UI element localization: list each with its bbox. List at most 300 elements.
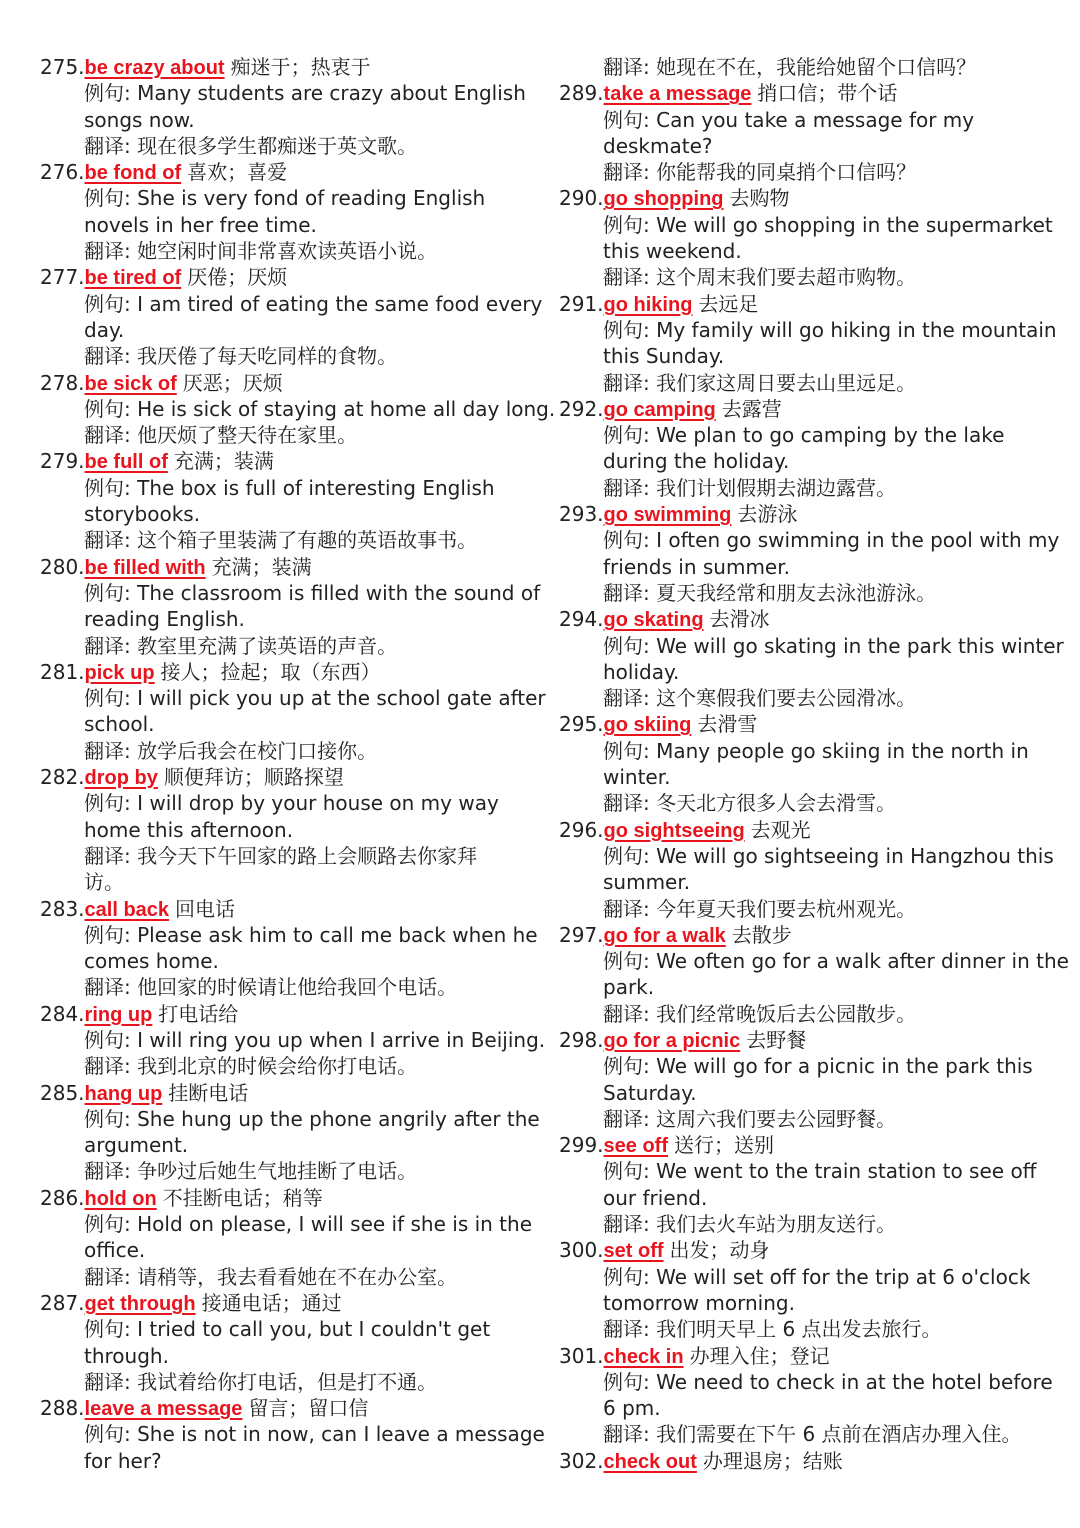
translation-label: 翻译: — [603, 1001, 650, 1026]
example-text: We will go for a picnic in the park this — [656, 1054, 1033, 1079]
translation-label: 翻译: — [84, 1264, 131, 1289]
example-label: 例句: — [84, 1027, 131, 1052]
example-sentence-line — [40, 1448, 530, 1474]
phrase-term: go sightseeing — [603, 819, 745, 842]
vocab-entry — [40, 1080, 540, 1185]
example-label: 例句: — [603, 1159, 650, 1184]
example-text: The box is full of interesting English — [137, 475, 495, 500]
example-sentence-line — [559, 1264, 1049, 1290]
example-text: We need to check in at the hotel before — [656, 1369, 1053, 1394]
translation-text: 这个周末我们要去超市购物。 — [656, 265, 917, 290]
phrase-meaning: 打电话给 — [158, 1001, 239, 1026]
phrase-meaning: 留言；留口信 — [248, 1396, 369, 1421]
example-label: 例句: — [603, 107, 650, 132]
example-label: 例句: — [603, 738, 650, 763]
translation-label: 翻译: — [84, 738, 131, 763]
example-sentence-line — [559, 527, 1060, 553]
phrase-term: be full of — [84, 451, 168, 474]
example-sentence-line — [40, 817, 530, 843]
translation-line — [559, 370, 1049, 396]
translation-text: 我们计划假期去湖边露营。 — [656, 475, 897, 500]
example-label: 例句: — [84, 1422, 131, 1447]
phrase-meaning: 接通电话；通过 — [201, 1290, 342, 1315]
translation-text: 我们去火车站为朋友送行。 — [656, 1212, 897, 1237]
entry-heading — [559, 817, 1049, 843]
example-sentence-line — [40, 1211, 533, 1237]
translation-line — [559, 896, 1049, 922]
example-label: 例句: — [84, 396, 131, 421]
entry-number: 277. — [40, 265, 85, 290]
example-sentence-line — [40, 396, 556, 422]
translation-label: 翻译: — [603, 370, 650, 395]
vocab-entry — [559, 1343, 1053, 1448]
phrase-meaning: 顺便拜访；顺路探望 — [163, 765, 344, 790]
phrase-term: go hiking — [603, 293, 693, 316]
entry-number: 294. — [559, 607, 604, 632]
entry-heading — [40, 264, 530, 290]
entry-heading — [40, 54, 530, 80]
entry-heading — [559, 1343, 1049, 1369]
example-label: 例句: — [84, 186, 131, 211]
example-text: We will go sightseeing in Hangzhou this — [656, 843, 1054, 868]
example-sentence-line — [559, 974, 1049, 1000]
example-text: winter. — [603, 765, 671, 790]
example-text: I will ring you up when I arrive in Beijing. — [137, 1027, 546, 1052]
translation-line — [559, 159, 1049, 185]
translation-line — [40, 133, 530, 159]
phrase-term: go swimming — [603, 504, 732, 527]
vocab-entry — [40, 264, 543, 369]
translation-line — [559, 1001, 1049, 1027]
example-text: I often go swimming in the pool with my — [656, 528, 1060, 553]
translation-text: 冬天北方很多人会去滑雪。 — [656, 791, 897, 816]
example-text: this Sunday. — [603, 344, 725, 369]
example-label: 例句: — [84, 1212, 131, 1237]
translation-text: 访。 — [84, 870, 124, 895]
vocab-entry — [559, 291, 1057, 396]
example-label: 例句: — [603, 423, 650, 448]
phrase-meaning: 捎口信；带个话 — [757, 81, 898, 106]
example-text: for her? — [84, 1448, 162, 1473]
translation-label: 翻译: — [603, 1212, 650, 1237]
translation-line — [40, 738, 530, 764]
entry-heading — [40, 659, 530, 685]
phrase-meaning: 回电话 — [175, 896, 236, 921]
translation-line — [40, 238, 530, 264]
entry-number: 286. — [40, 1185, 85, 1210]
phrase-meaning: 充满；装满 — [173, 449, 274, 474]
entry-heading — [559, 1027, 1049, 1053]
translation-text: 我们需要在下午 6 点前在酒店办理入住。 — [656, 1422, 1022, 1447]
example-label: 例句: — [603, 843, 650, 868]
translation-line — [559, 54, 1049, 80]
phrase-term: get through — [84, 1292, 196, 1315]
phrase-term: hold on — [84, 1187, 157, 1210]
entry-number: 280. — [40, 554, 85, 579]
example-label: 例句: — [84, 791, 131, 816]
example-text: She is not in now, can I leave a message — [137, 1422, 545, 1447]
phrase-term: check out — [603, 1450, 697, 1473]
example-text: He is sick of staying at home all day long. — [137, 396, 556, 421]
example-label: 例句: — [603, 528, 650, 553]
example-text: our friend. — [603, 1185, 708, 1210]
vocab-entry — [40, 896, 538, 1001]
vocab-entry — [40, 1001, 546, 1080]
translation-text: 这周六我们要去公园野餐。 — [656, 1106, 897, 1131]
example-text: office. — [84, 1238, 146, 1263]
entry-heading — [40, 1395, 530, 1421]
example-text: songs now. — [84, 107, 195, 132]
phrase-term: go skiing — [603, 714, 692, 737]
translation-label: 翻译: — [603, 475, 650, 500]
example-text: comes home. — [84, 949, 219, 974]
example-sentence-line — [559, 422, 1049, 448]
example-sentence-line — [40, 80, 530, 106]
vocab-entry — [559, 80, 1049, 185]
example-text: through. — [84, 1343, 169, 1368]
example-sentence-line — [559, 869, 1049, 895]
vocab-entry — [559, 501, 1060, 606]
phrase-term: check in — [603, 1345, 684, 1368]
entry-number: 275. — [40, 55, 85, 79]
entry-heading — [559, 291, 1049, 317]
example-text: I tried to call you, but I couldn't get — [137, 1317, 491, 1342]
translation-line — [559, 1106, 1049, 1132]
example-text: reading English. — [84, 607, 245, 632]
phrase-meaning: 出发；动身 — [669, 1238, 770, 1263]
translation-label: 翻译: — [603, 896, 650, 921]
translation-text: 她空闲时间非常喜欢读英语小说。 — [137, 239, 438, 264]
example-text: day. — [84, 317, 125, 342]
example-sentence-line — [40, 1132, 530, 1158]
entry-heading — [40, 370, 530, 396]
example-label: 例句: — [84, 1317, 131, 1342]
example-text: I am tired of eating the same food every — [137, 291, 543, 316]
phrase-term: go shopping — [603, 188, 724, 211]
entry-heading — [40, 1001, 530, 1027]
example-label: 例句: — [84, 922, 131, 947]
entry-number: 289. — [559, 81, 604, 106]
translation-label: 翻译: — [84, 1054, 131, 1079]
entry-number: 291. — [559, 291, 604, 316]
vocab-entry — [559, 1027, 1049, 1132]
phrase-meaning: 去散步 — [731, 922, 792, 947]
translation-label: 翻译: — [84, 528, 131, 553]
example-sentence-line — [40, 185, 530, 211]
entry-number: 283. — [40, 896, 85, 921]
entry-number: 299. — [559, 1133, 604, 1158]
example-text: during the holiday. — [603, 449, 790, 474]
translation-line — [40, 343, 530, 369]
phrase-meaning: 去观光 — [750, 817, 811, 842]
example-sentence-line — [40, 1106, 540, 1132]
example-sentence-line — [559, 1053, 1049, 1079]
example-text: Saturday. — [603, 1080, 697, 1105]
phrase-term: go for a walk — [603, 924, 726, 947]
example-text: We will go shopping in the supermarket — [656, 212, 1053, 237]
translation-label: 翻译: — [603, 1317, 650, 1342]
example-text: My family will go hiking in the mountain — [656, 317, 1057, 342]
example-text: argument. — [84, 1133, 189, 1158]
translation-text: 我厌倦了每天吃同样的食物。 — [137, 344, 398, 369]
example-sentence-line — [40, 580, 541, 606]
example-label: 例句: — [84, 580, 131, 605]
vocab-entry — [559, 922, 1069, 1027]
translation-text: 她现在不在，我能给她留个口信吗？ — [656, 55, 977, 79]
phrase-meaning: 充满；装满 — [211, 554, 312, 579]
vocab-entry — [559, 606, 1064, 711]
translation-label: 翻译: — [84, 423, 131, 448]
translation-line — [40, 1158, 530, 1184]
entry-heading — [559, 185, 1049, 211]
phrase-term: drop by — [84, 767, 158, 790]
entry-number: 278. — [40, 370, 85, 395]
example-sentence-line — [559, 343, 1049, 369]
example-label: 例句: — [603, 212, 650, 237]
phrase-meaning: 挂断电话 — [168, 1080, 249, 1105]
translation-text: 我们家这周日要去山里远足。 — [656, 370, 917, 395]
translation-label: 翻译: — [603, 160, 650, 185]
translation-line — [40, 974, 530, 1000]
example-label: 例句: — [84, 475, 131, 500]
example-text: deskmate? — [603, 133, 713, 158]
vocab-entry — [559, 1237, 1049, 1342]
example-sentence-line — [40, 685, 546, 711]
entry-heading — [559, 711, 1049, 737]
phrase-meaning: 送行；送别 — [674, 1133, 774, 1158]
phrase-term: pick up — [84, 661, 155, 684]
translation-label: 翻译: — [603, 1422, 650, 1447]
entry-number: 284. — [40, 1001, 85, 1026]
left-column — [40, 54, 556, 1474]
example-text: Can you take a message for my — [656, 107, 975, 132]
translation-label: 翻译: — [84, 1159, 131, 1184]
phrase-term: hang up — [84, 1082, 163, 1105]
example-text: We went to the train station to see off — [656, 1159, 1037, 1184]
phrase-term: be tired of — [84, 267, 182, 290]
translation-line — [40, 1369, 530, 1395]
translation-text: 我到北京的时候会给你打电话。 — [137, 1054, 418, 1079]
entry-number: 293. — [559, 502, 604, 527]
translation-text: 夏天我经常和朋友去泳池游泳。 — [656, 580, 937, 605]
example-label: 例句: — [603, 317, 650, 342]
vocab-entry — [559, 185, 1053, 290]
entry-number: 298. — [559, 1027, 604, 1052]
entry-heading — [559, 396, 1049, 422]
entry-number: 292. — [559, 396, 604, 421]
translation-line — [559, 1316, 1049, 1342]
example-sentence-line — [40, 475, 530, 501]
translation-label: 翻译: — [84, 1369, 131, 1394]
entry-number: 279. — [40, 449, 85, 474]
entry-heading — [40, 554, 530, 580]
vocab-entry — [40, 448, 530, 553]
example-sentence-line — [559, 948, 1069, 974]
phrase-term: be fond of — [84, 162, 182, 185]
example-sentence-line — [40, 291, 543, 317]
example-sentence-line — [40, 790, 530, 816]
entry-heading — [40, 1080, 530, 1106]
vocab-entry — [40, 554, 541, 659]
example-label: 例句: — [603, 633, 650, 658]
phrase-meaning: 接人；捡起；取（东西） — [160, 659, 381, 684]
phrase-meaning: 去野餐 — [746, 1027, 807, 1052]
example-sentence-line — [559, 633, 1064, 659]
translation-label: 翻译: — [84, 133, 131, 158]
example-label: 例句: — [603, 949, 650, 974]
entry-heading — [40, 1290, 530, 1316]
example-sentence-line — [40, 317, 530, 343]
example-sentence-line — [559, 448, 1049, 474]
entry-number: 285. — [40, 1080, 85, 1105]
phrase-meaning: 不挂断电话；稍等 — [162, 1185, 323, 1210]
example-sentence-line — [559, 554, 1049, 580]
entry-heading — [559, 1237, 1049, 1263]
entry-heading — [559, 80, 1049, 106]
example-sentence-line — [40, 107, 530, 133]
translation-line — [559, 1211, 1049, 1237]
translation-line — [40, 1264, 530, 1290]
example-text: Many people go skiing in the north in — [656, 738, 1029, 763]
example-label: 例句: — [84, 686, 131, 711]
example-sentence-line — [40, 1316, 530, 1342]
example-sentence-line — [40, 711, 530, 737]
example-sentence-line — [559, 1290, 1049, 1316]
phrase-term: go camping — [603, 398, 716, 421]
phrase-term: go for a picnic — [603, 1029, 741, 1052]
translation-text: 他回家的时候请让他给我回个电话。 — [137, 975, 458, 1000]
example-text: We will go skating in the park this winter — [656, 633, 1064, 658]
translation-label: 翻译: — [84, 344, 131, 369]
example-sentence-line — [559, 1158, 1049, 1184]
phrase-meaning: 痴迷于；热衷于 — [230, 55, 371, 79]
entry-number: 288. — [40, 1396, 85, 1421]
translation-text: 请稍等，我去看看她在不在办公室。 — [137, 1264, 458, 1289]
example-sentence-line — [559, 764, 1049, 790]
phrase-meaning: 去滑冰 — [709, 607, 770, 632]
example-text: Many students are crazy about English — [137, 81, 526, 106]
phrase-term: ring up — [84, 1003, 153, 1026]
translation-text: 这个箱子里装满了有趣的英语故事书。 — [137, 528, 478, 553]
translation-text: 我今天下午回家的路上会顺路去你家拜 — [137, 843, 478, 868]
entry-number: 276. — [40, 160, 85, 185]
example-text: this weekend. — [603, 239, 742, 264]
phrase-meaning: 厌恶；厌烦 — [182, 370, 283, 395]
translation-label: 翻译: — [603, 265, 650, 290]
vocab-entry — [559, 1448, 1049, 1474]
vocab-entry — [40, 159, 530, 264]
entry-number: 297. — [559, 922, 604, 947]
translation-label: 翻译: — [603, 686, 650, 711]
entry-heading — [40, 448, 530, 474]
example-text: friends in summer. — [603, 554, 790, 579]
vocab-entry — [40, 54, 530, 159]
translation-line — [559, 580, 1049, 606]
phrase-term: be filled with — [84, 556, 206, 579]
example-sentence-line — [559, 843, 1054, 869]
right-column — [559, 54, 1069, 1474]
example-sentence-line — [40, 501, 530, 527]
example-text: storybooks. — [84, 502, 201, 527]
example-text: tomorrow morning. — [603, 1290, 795, 1315]
example-text: summer. — [603, 870, 691, 895]
example-sentence-line — [559, 107, 1049, 133]
translation-text: 争吵过后她生气地挂断了电话。 — [137, 1159, 418, 1184]
entry-heading — [559, 1132, 1049, 1158]
translation-label: 翻译: — [603, 791, 650, 816]
translation-text: 这个寒假我们要去公园滑冰。 — [656, 686, 917, 711]
phrase-term: see off — [603, 1135, 668, 1158]
phrase-meaning: 去滑雪 — [697, 712, 758, 737]
phrase-term: go skating — [603, 609, 704, 632]
example-text: I will drop by your house on my way — [137, 791, 499, 816]
translation-text: 我们经常晚饭后去公园散步。 — [656, 1001, 917, 1026]
example-sentence-line — [40, 1027, 546, 1053]
translation-line — [40, 527, 530, 553]
example-label: 例句: — [603, 1054, 650, 1079]
translation-label: 翻译: — [603, 580, 650, 605]
vocab-entry — [40, 370, 556, 449]
translation-label: 翻译: — [603, 55, 650, 79]
phrase-meaning: 去露营 — [721, 396, 782, 421]
example-sentence-line — [559, 1369, 1053, 1395]
translation-line — [559, 264, 1049, 290]
example-text: park. — [603, 975, 655, 1000]
entry-number: 281. — [40, 659, 85, 684]
example-text: She is very fond of reading English — [137, 186, 486, 211]
vocab-entry — [559, 1132, 1049, 1237]
example-text: Hold on please, I will see if she is in the — [137, 1212, 533, 1237]
example-sentence-line — [559, 738, 1049, 764]
entry-number: 290. — [559, 186, 604, 211]
translation-line — [40, 422, 530, 448]
example-text: Please ask him to call me back when he — [137, 922, 538, 947]
entry-number: 282. — [40, 765, 85, 790]
phrase-term: call back — [84, 898, 170, 921]
vocab-entry — [559, 396, 1049, 501]
translation-label: 翻译: — [84, 843, 131, 868]
translation-line — [40, 1053, 530, 1079]
entry-heading — [40, 896, 530, 922]
vocab-entry — [40, 764, 530, 895]
example-sentence-line — [40, 606, 530, 632]
entry-heading — [559, 922, 1049, 948]
example-sentence-line — [559, 1395, 1049, 1421]
translation-line — [40, 869, 530, 895]
entry-heading — [559, 501, 1049, 527]
entry-heading — [559, 1448, 1049, 1474]
example-text: novels in her free time. — [84, 212, 317, 237]
example-label: 例句: — [603, 1369, 650, 1394]
translation-text: 我试着给你打电话，但是打不通。 — [137, 1369, 438, 1394]
phrase-meaning: 厌倦；厌烦 — [187, 265, 288, 290]
example-sentence-line — [559, 212, 1053, 238]
example-sentence-line — [40, 1237, 530, 1263]
example-sentence-line — [40, 948, 530, 974]
translation-line — [40, 843, 530, 869]
entry-number: 301. — [559, 1343, 604, 1368]
translation-label: 翻译: — [84, 633, 131, 658]
example-label: 例句: — [84, 291, 131, 316]
translation-text: 放学后我会在校门口接你。 — [137, 738, 378, 763]
vocab-entry — [40, 1290, 530, 1395]
example-sentence-line — [40, 922, 538, 948]
example-sentence-line — [40, 1421, 545, 1447]
vocab-entry — [559, 817, 1054, 922]
translation-line — [559, 685, 1049, 711]
phrase-term: take a message — [603, 83, 752, 106]
entry-number: 295. — [559, 712, 604, 737]
